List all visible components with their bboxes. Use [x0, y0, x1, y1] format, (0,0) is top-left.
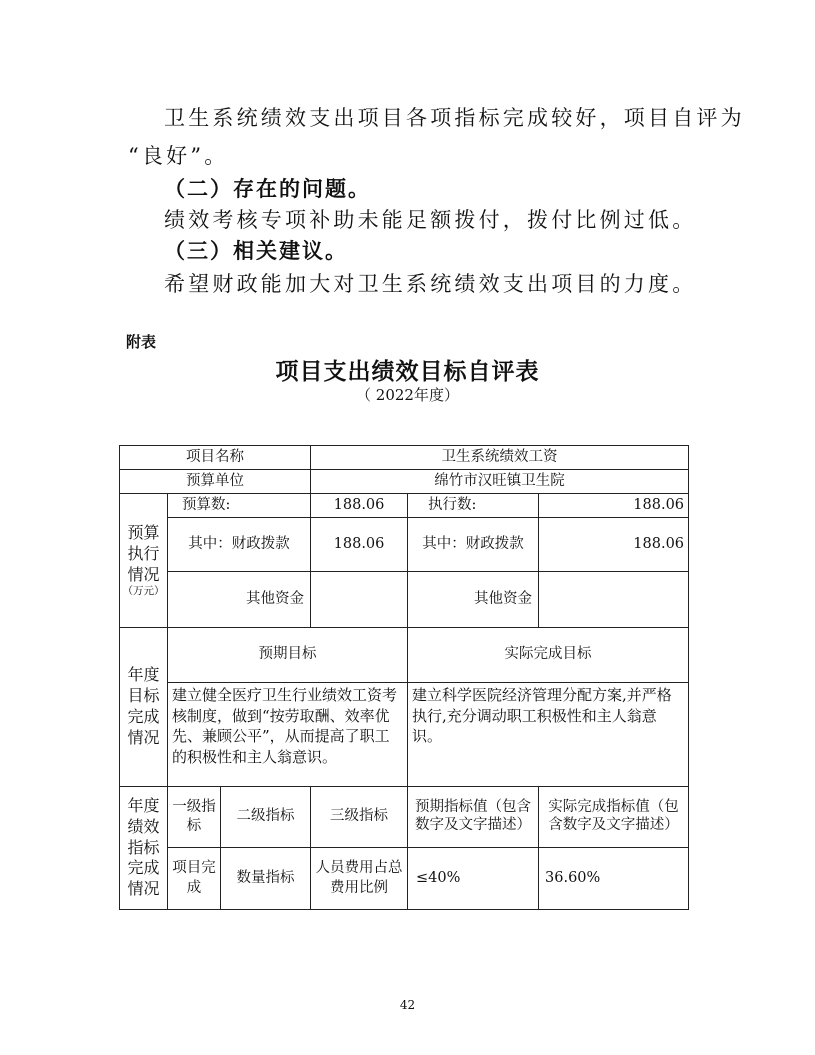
row1-expected: ≤40% — [408, 848, 539, 910]
exec-amount-value: 188.06 — [539, 494, 689, 518]
col-level1-header: 一级指标 — [168, 787, 221, 848]
budget-side-label: 预算执行情况 — [127, 523, 160, 584]
expected-goal-text: 建立健全医疗卫生行业绩效工资考核制度，做到“按劳取酬、效率优先、兼顾公平”，从而提高了职工的积极性和主人翁意识。 — [168, 683, 408, 787]
budget-amount-value: 188.06 — [311, 494, 408, 518]
row1-level3: 人员费用占总费用比例 — [311, 848, 408, 910]
goal-side-label: 年度目标完成情况 — [120, 628, 168, 787]
other-funds-exec-label: 其他资金 — [408, 572, 539, 628]
table-row — [120, 848, 689, 910]
exec-amount-label: 执行数: — [408, 494, 539, 518]
table-row — [120, 494, 689, 518]
table-row — [120, 572, 689, 628]
budget-unit-label: 预算单位 — [120, 470, 311, 494]
fiscal-budget-value: 188.06 — [311, 518, 408, 572]
table-row — [120, 787, 689, 848]
fiscal-exec-value: 188.06 — [539, 518, 689, 572]
budget-side-cell — [120, 494, 168, 628]
table-title: 项目支出绩效目标自评表 — [275, 359, 540, 385]
actual-goal-text: 建立科学医院经济管理分配方案,并严格执行,充分调动职工积极性和主人翁意识。 — [408, 683, 689, 787]
table-row — [120, 518, 689, 572]
table-row — [120, 470, 689, 494]
expected-goal-header: 预期目标 — [168, 628, 408, 683]
section-heading: （三）相关建议。 — [164, 239, 348, 263]
budget-unit-value: 绵竹市汉旺镇卫生院 — [311, 470, 689, 494]
row1-level1: 项目完成 — [168, 848, 221, 910]
other-funds-label: 其他资金 — [168, 572, 311, 628]
other-funds-budget-value — [311, 572, 408, 628]
row1-actual: 36.60% — [539, 848, 689, 910]
paragraph-line: “良好”。 — [128, 144, 229, 168]
actual-goal-header: 实际完成目标 — [408, 628, 689, 683]
appendix-label: 附表 — [126, 333, 157, 351]
page-number: 42 — [399, 998, 416, 1012]
table-subtitle: （ 2022年度） — [356, 386, 459, 404]
col-actual-value-header: 实际完成指标值（包含数字及文字描述） — [539, 787, 689, 848]
col-level2-header: 二级指标 — [221, 787, 311, 848]
table-row — [120, 683, 689, 787]
paragraph-line: 希望财政能加大对卫生系统绩效支出项目的力度。 — [164, 272, 697, 296]
indicator-side-label: 年度绩效指标完成情况 — [120, 787, 168, 910]
other-funds-exec-value — [539, 572, 689, 628]
paragraph-line: 绩效考核专项补助未能足额拨付，拨付比例过低。 — [164, 208, 697, 232]
project-name-label: 项目名称 — [120, 446, 311, 470]
section-heading: （二）存在的问题。 — [164, 177, 371, 201]
fiscal-exec-label: 其中：财政拨款 — [408, 518, 539, 572]
paragraph-line: 卫生系统绩效支出项目各项指标完成较好，项目自评为 — [164, 106, 745, 130]
col-level3-header: 三级指标 — [311, 787, 408, 848]
fiscal-label: 其中：财政拨款 — [168, 518, 311, 572]
budget-amount-label: 预算数: — [168, 494, 311, 518]
row1-level2: 数量指标 — [221, 848, 311, 910]
evaluation-table — [119, 445, 689, 910]
budget-side-unit: （万元） — [122, 585, 165, 598]
table-row — [120, 446, 689, 470]
table-row — [120, 628, 689, 683]
col-expected-value-header: 预期指标值（包含数字及文字描述） — [408, 787, 539, 848]
project-name-value: 卫生系统绩效工资 — [311, 446, 689, 470]
